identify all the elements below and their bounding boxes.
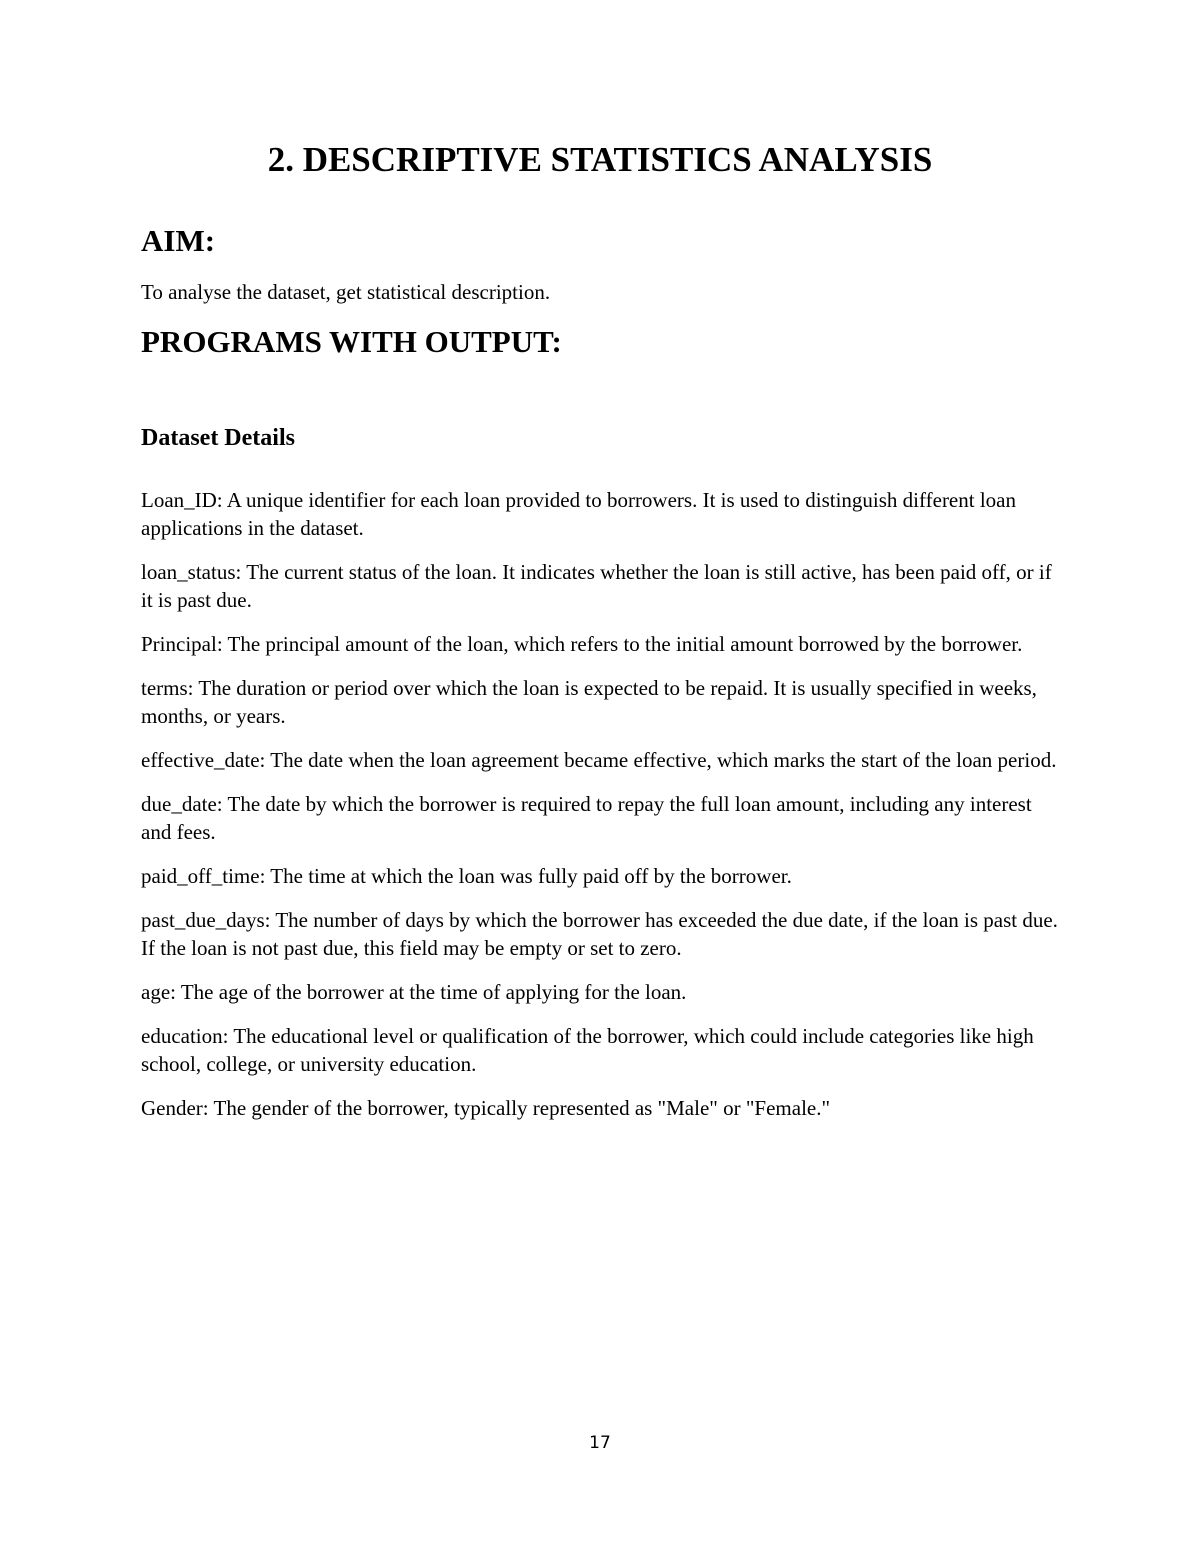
field-loan-status: loan_status: The current status of the loan. It indicates whether the loan is still active, has been paid off, or if it is past due. [141, 560, 1052, 612]
page-number: 17 [589, 1433, 611, 1453]
dataset-heading: Dataset Details [141, 425, 295, 451]
field-education: education: The educational level or qualification of the borrower, which could include categories like high school, college, or university education. [141, 1024, 1034, 1076]
field-age: age: The age of the borrower at the time of applying for the loan. [141, 980, 687, 1004]
field-due-date: due_date: The date by which the borrower is required to repay the full loan amount, including any interest and fees. [141, 792, 1032, 844]
field-loan-id: Loan_ID: A unique identifier for each loan provided to borrowers. It is used to distinguish different loan applications in the dataset. [141, 488, 1016, 540]
aim-text: To analyse the dataset, get statistical description. [141, 280, 551, 304]
page-title: 2. DESCRIPTIVE STATISTICS ANALYSIS [267, 140, 933, 179]
field-principal: Principal: The principal amount of the loan, which refers to the initial amount borrowed by the borrower. [141, 632, 1023, 656]
aim-heading: AIM: [141, 223, 216, 258]
dataset-field-list [141, 486, 1066, 1138]
programs-heading: PROGRAMS WITH OUTPUT: [141, 324, 562, 359]
field-paid-off-time: paid_off_time: The time at which the loan was fully paid off by the borrower. [141, 864, 792, 888]
field-gender: Gender: The gender of the borrower, typically represented as "Male" or "Female." [141, 1096, 831, 1120]
field-effective-date: effective_date: The date when the loan agreement became effective, which marks the start of the loan period. [141, 748, 1057, 772]
field-past-due-days: past_due_days: The number of days by which the borrower has exceeded the due date, if the loan is past due. If the loan is not past due, this field may be empty or set to zero. [141, 908, 1058, 960]
field-terms: terms: The duration or period over which the loan is expected to be repaid. It is usually specified in weeks, months, or years. [141, 676, 1037, 728]
